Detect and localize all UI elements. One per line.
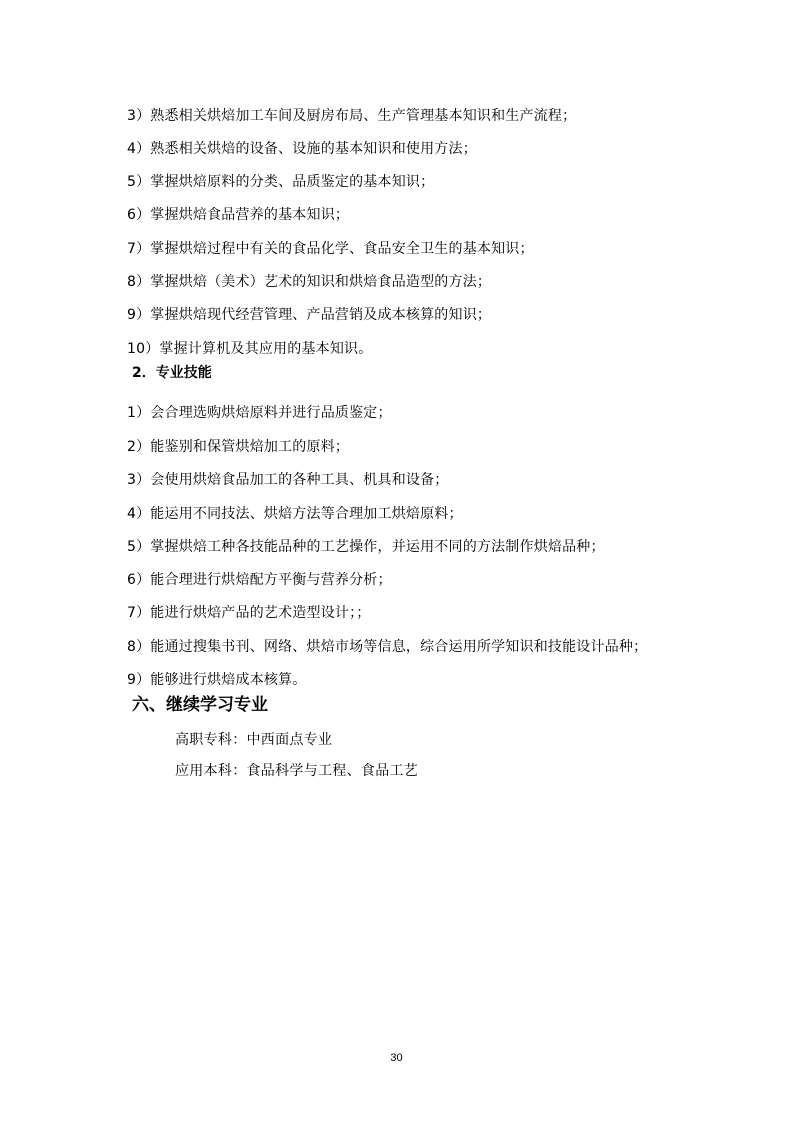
further-study-item: 高职专科：中西面点专业 xyxy=(175,732,333,748)
skills-heading: 2．专业技能 xyxy=(132,365,212,381)
section-six-heading: 六、继续学习专业 xyxy=(132,695,268,715)
skill-item: 4）能运用不同技法、烘焙方法等合理加工烘焙原料； xyxy=(127,506,463,522)
skill-item: 3）会使用烘焙食品加工的各种工具、机具和设备； xyxy=(127,472,449,488)
knowledge-item: 8）掌握烘焙（美术）艺术的知识和烘焙食品造型的方法； xyxy=(127,274,492,290)
knowledge-item: 9）掌握烘焙现代经营管理、产品营销及成本核算的知识； xyxy=(127,307,492,323)
further-study-item: 应用本科：食品科学与工程、食品工艺 xyxy=(175,763,419,779)
knowledge-item: 5）掌握烘焙原料的分类、品质鉴定的基本知识； xyxy=(127,174,435,190)
knowledge-item: 3）熟悉相关烘焙加工车间及厨房布局、生产管理基本知识和生产流程； xyxy=(127,108,577,124)
knowledge-item: 10）掌握计算机及其应用的基本知识。 xyxy=(127,341,373,357)
skill-item: 9）能够进行烘焙成本核算。 xyxy=(127,672,307,688)
skill-item: 6）能合理进行烘焙配方平衡与营养分析； xyxy=(127,572,392,588)
skill-item: 7）能进行烘焙产品的艺术造型设计；； xyxy=(127,605,371,621)
knowledge-item: 7）掌握烘焙过程中有关的食品化学、食品安全卫生的基本知识； xyxy=(127,241,534,257)
skill-item: 8）能通过搜集书刊、网络、烘焙市场等信息，综合运用所学知识和技能设计品种； xyxy=(127,639,648,655)
page-number: 30 xyxy=(390,1052,403,1064)
skill-item: 2）能鉴别和保管烘焙加工的原料； xyxy=(127,439,350,455)
skill-item: 1）会合理选购烘焙原料并进行品质鉴定； xyxy=(127,405,392,421)
skill-item: 5）掌握烘焙工种各技能品种的工艺操作，并运用不同的方法制作烘焙品种； xyxy=(127,539,605,555)
knowledge-item: 6）掌握烘焙食品营养的基本知识； xyxy=(127,207,350,223)
knowledge-item: 4）熟悉相关烘焙的设备、设施的基本知识和使用方法； xyxy=(127,141,477,157)
